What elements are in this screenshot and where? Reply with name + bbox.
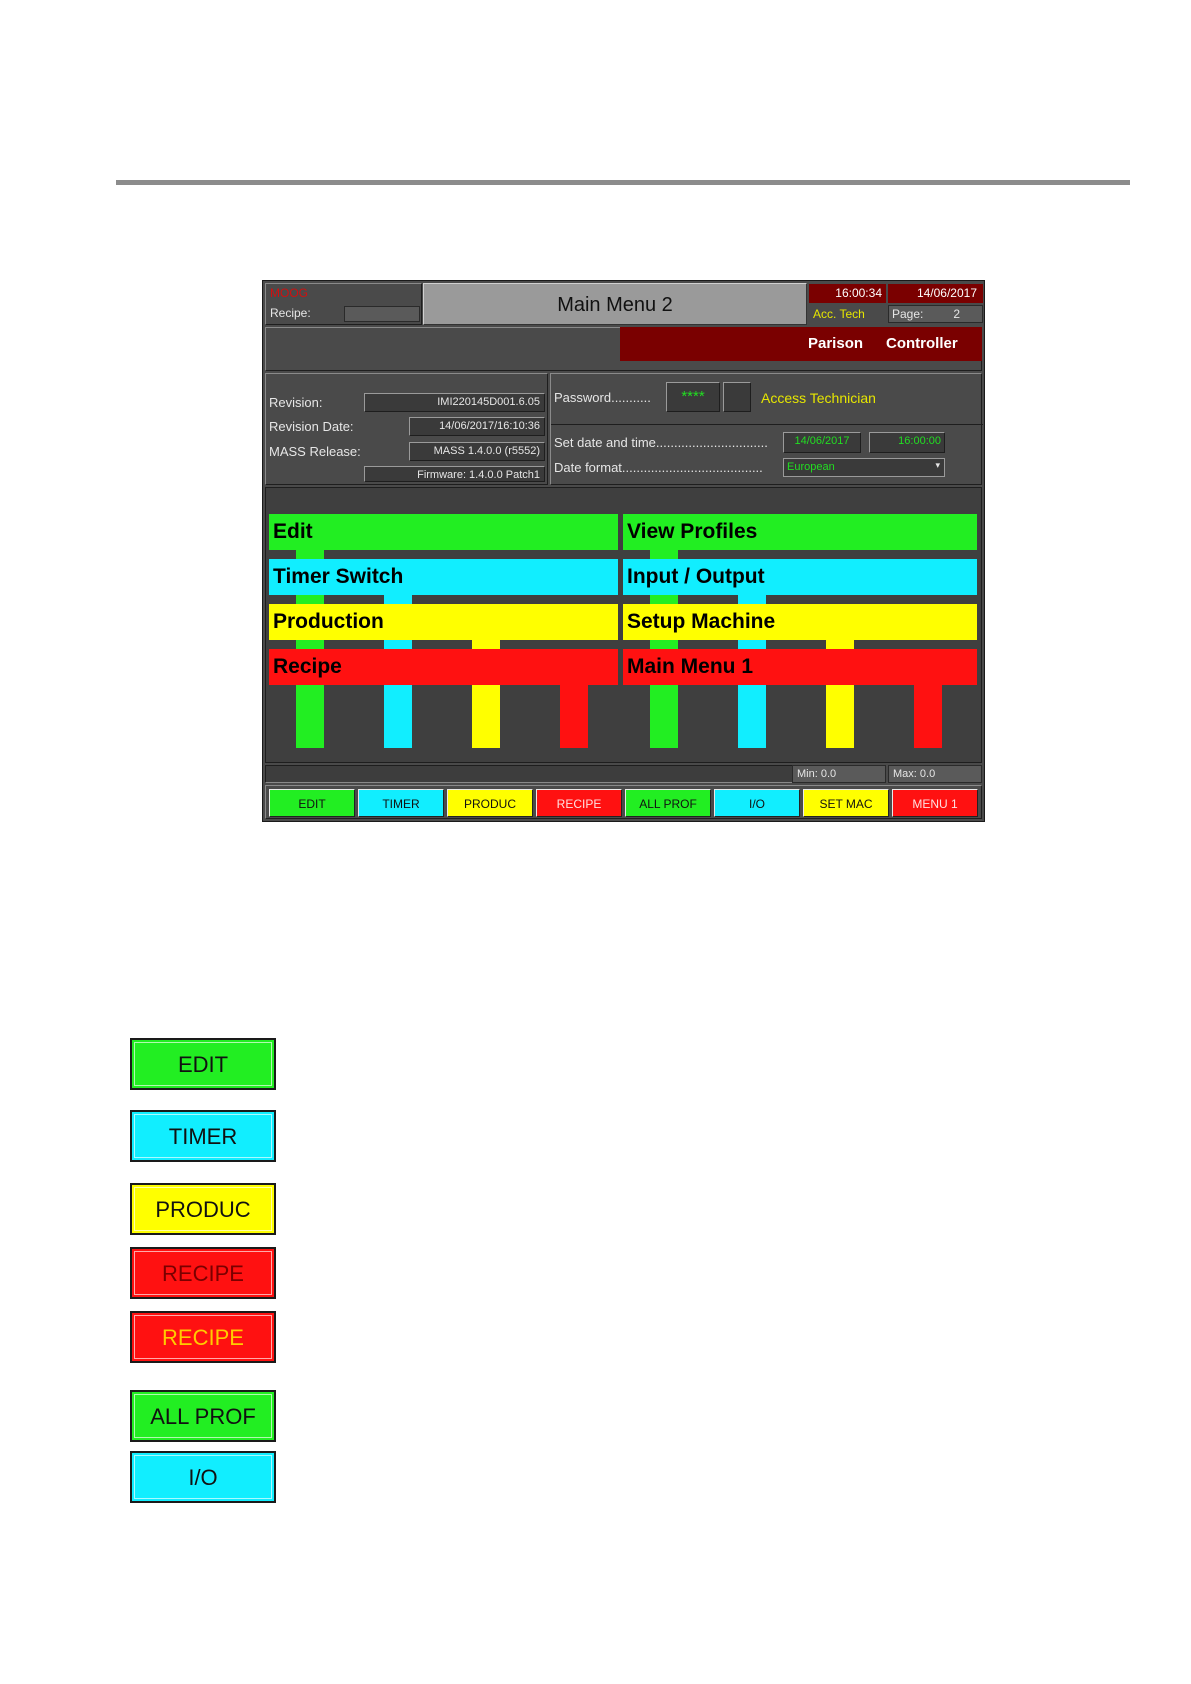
password-input[interactable]: **** <box>666 382 720 412</box>
min-value-display: Min: 0.0 <box>792 765 886 783</box>
screen-title-bar <box>423 283 807 325</box>
access-level-text: Access Technician <box>761 390 876 406</box>
clock-display: 16:00:34 <box>809 284 886 303</box>
revision-date-label: Revision Date: <box>269 419 354 434</box>
recipe-field <box>344 306 420 322</box>
status-bar <box>265 765 796 783</box>
menu-setup-machine-button[interactable]: Setup Machine <box>623 604 977 640</box>
menu-production-button[interactable]: Production <box>269 604 618 640</box>
hmi-screen <box>262 280 985 822</box>
legend-label: EDIT <box>177 1052 229 1077</box>
date-format-label: Date format....................................... <box>554 460 763 475</box>
legend-recipe-button <box>130 1311 276 1363</box>
softkey-all-prof[interactable]: ALL PROF <box>625 789 711 817</box>
legend-i-o-button <box>130 1451 276 1503</box>
menu-recipe-button[interactable]: Recipe <box>269 649 618 685</box>
menu-view-profiles-button[interactable]: View Profiles <box>623 514 977 550</box>
legend-all-prof-button <box>130 1390 276 1442</box>
date-format-select[interactable] <box>783 458 945 477</box>
date-display: 14/06/2017 <box>888 284 983 303</box>
legend-edit-button <box>130 1038 276 1090</box>
page-rule <box>116 180 1130 185</box>
revision-date-value: 14/06/2017/16:10:36 <box>409 417 545 436</box>
menu-timer-switch-button[interactable]: Timer Switch <box>269 559 618 595</box>
menu-main-menu-1-button[interactable]: Main Menu 1 <box>623 649 977 685</box>
settings-panel <box>550 373 982 485</box>
set-datetime-label: Set date and time............................... <box>554 435 768 450</box>
legend-recipe-button <box>130 1247 276 1299</box>
banner-controller: Controller <box>886 335 958 352</box>
legend-label: RECIPE <box>162 1261 244 1286</box>
banner-parison: Parison <box>808 335 864 352</box>
screen-title: Main Menu 2 <box>557 294 673 316</box>
date-format-value: European <box>787 461 835 473</box>
softkey-produc[interactable]: PRODUC <box>447 789 533 817</box>
parison-controller-banner <box>620 327 982 361</box>
chevron-down-icon: ▾ <box>935 460 940 470</box>
legend-label: RECIPE <box>162 1325 244 1350</box>
legend-produc-button <box>130 1183 276 1235</box>
password-label: Password........... <box>554 390 651 405</box>
max-value-display: Max: 0.0 <box>888 765 982 783</box>
settings-divider <box>551 424 983 425</box>
softkey-menu-1[interactable]: MENU 1 <box>892 789 978 817</box>
menu-input-output-button[interactable]: Input / Output <box>623 559 977 595</box>
set-time-input[interactable]: 16:00:00 <box>869 432 945 453</box>
legend-timer-button <box>130 1110 276 1162</box>
menu-edit-button[interactable]: Edit <box>269 514 618 550</box>
page-indicator <box>888 305 983 323</box>
password-enter-button[interactable] <box>723 382 751 412</box>
softkey-timer[interactable]: TIMER <box>358 789 444 817</box>
softkey-recipe[interactable]: RECIPE <box>536 789 622 817</box>
revision-label: Revision: <box>269 395 323 410</box>
revision-info-panel <box>265 373 548 485</box>
header-left-panel <box>265 283 422 325</box>
legend-label: ALL PROF <box>150 1404 256 1429</box>
softkey-edit[interactable]: EDIT <box>269 789 355 817</box>
brand-logo: MOOG <box>270 286 308 300</box>
menu-area <box>265 487 982 763</box>
set-date-input[interactable]: 14/06/2017 <box>783 432 861 453</box>
revision-value: IMI220145D001.6.05 <box>364 393 545 412</box>
softkey-i-o[interactable]: I/O <box>714 789 800 817</box>
connector-bar <box>914 683 942 748</box>
recipe-label: Recipe: <box>270 306 311 320</box>
legend-label: PRODUC <box>155 1197 251 1222</box>
legend-label: TIMER <box>168 1124 238 1149</box>
page-number: 2 <box>953 307 960 321</box>
mass-release-value: MASS 1.4.0.0 (r5552) <box>409 442 545 461</box>
connector-bar <box>560 683 588 748</box>
mass-release-label: MASS Release: <box>269 444 361 459</box>
softkey-set-mac[interactable]: SET MAC <box>803 789 889 817</box>
page-label: Page: <box>892 307 924 321</box>
access-level-indicator: Acc. Tech <box>809 305 886 323</box>
legend-label: I/O <box>188 1465 218 1490</box>
firmware-value: Firmware: 1.4.0.0 Patch1 <box>364 466 545 482</box>
